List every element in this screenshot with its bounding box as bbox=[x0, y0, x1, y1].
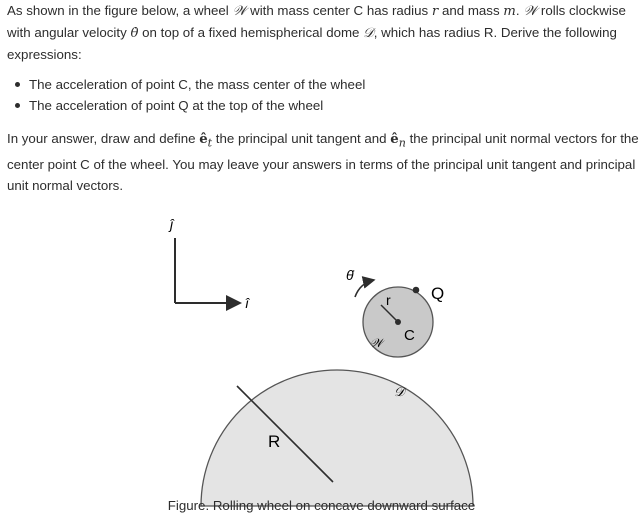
wheel-symbol: 𝒲 bbox=[232, 4, 247, 19]
dome-symbol: 𝒟 bbox=[363, 26, 374, 41]
task-item: The acceleration of point C, the mass center of the wheel bbox=[0, 74, 365, 95]
theta-dot-symbol: θ̇ bbox=[130, 26, 139, 41]
dome-radius-label: R bbox=[268, 432, 281, 451]
angular-velocity-arrow bbox=[355, 280, 374, 297]
unit-normal-subscript: n bbox=[398, 136, 406, 150]
intro-text-3: and mass bbox=[438, 3, 504, 18]
theta-dot-label: θ̇ bbox=[346, 267, 354, 283]
wheel-label: 𝒲 bbox=[370, 336, 383, 350]
radius-symbol: r bbox=[431, 4, 439, 19]
dome-label: 𝒟 bbox=[394, 384, 405, 399]
intro-text-1: As shown in the figure below, a wheel bbox=[7, 3, 233, 18]
unit-tangent-symbol: ê bbox=[199, 132, 208, 147]
center-label-c: C bbox=[404, 327, 415, 344]
unit-tangent-subscript: t bbox=[207, 136, 213, 150]
wheel-symbol-2: 𝒲 bbox=[523, 4, 538, 19]
j-hat-label: ĵ bbox=[170, 216, 174, 232]
intro-text-7: , which has radius R. Derive the following expressions: bbox=[7, 25, 617, 62]
instr-text-3: the principal unit normal vectors for the center point C of the wheel. You may leave your answers in terms of the principal unit tangent and principal unit normal vectors. bbox=[7, 131, 639, 193]
i-hat-label: î bbox=[245, 295, 249, 311]
point-q bbox=[413, 287, 420, 294]
mass-symbol: m bbox=[503, 4, 516, 19]
point-q-label: Q bbox=[431, 284, 445, 303]
unit-normal-symbol: ê bbox=[390, 132, 399, 147]
instr-text-2: the principal unit tangent and bbox=[212, 131, 391, 146]
intro-text-5: rolls clockwise with angular velocity bbox=[7, 3, 626, 40]
task-item: The acceleration of point Q at the top of the wheel bbox=[0, 95, 365, 116]
intro-text-4: . bbox=[515, 3, 524, 18]
intro-text-6: on top of a fixed hemispherical dome bbox=[138, 25, 364, 40]
intro-text-2: with mass center C has radius bbox=[246, 3, 432, 18]
instr-text-1: In your answer, draw and define bbox=[7, 131, 200, 146]
figure-caption: Figure. Rolling wheel on concave downward surface bbox=[167, 498, 476, 513]
wheel-radius-label: r bbox=[386, 292, 391, 308]
center-point-c bbox=[395, 319, 401, 325]
